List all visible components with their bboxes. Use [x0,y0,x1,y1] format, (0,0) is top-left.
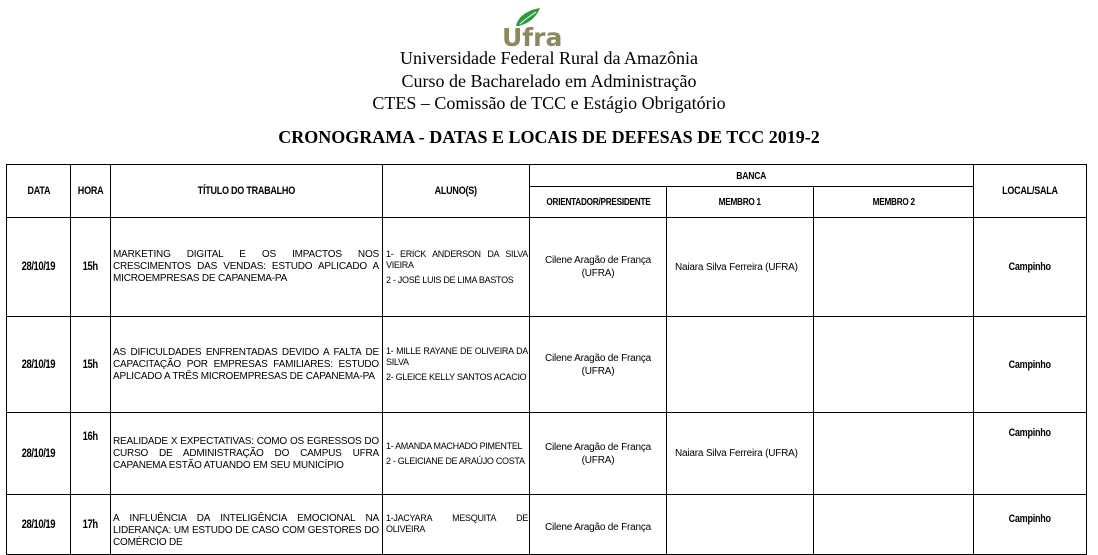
title-cell: MARKETING DIGITAL E OS IMPACTOS NOS CRESCIMENTOS DAS VENDAS: ESTUDO APLICADO A MICROEMPRESAS DE CAPANEMA-PA [111,218,383,317]
date-cell: 28/10/19 [7,495,71,555]
header-member2: MEMBRO 2 [814,187,974,218]
table-row [7,495,1087,555]
member2-cell [814,495,974,555]
member1-cell: Naiara Silva Ferreira (UFRA) [667,218,814,317]
hour-cell: 17h [71,495,111,555]
header-advisor: ORIENTADOR/PRESIDENTE [530,187,667,218]
hour-cell: 15h [71,317,111,413]
local-cell: Campinho [974,495,1087,555]
students-cell [383,495,530,555]
member2-cell [814,413,974,495]
header-date: DATA [7,165,71,218]
defense-schedule-table [6,164,1087,555]
local-cell: Campinho [974,413,1087,495]
date-cell: 28/10/19 [7,413,71,495]
header-title: TÍTULO DO TRABALHO [111,165,383,218]
member2-cell [814,218,974,317]
leaf-icon [500,4,575,48]
student-name: 1- MILLE RAYANE DE OLIVEIRA DA SILVA [386,346,528,367]
header-hour: HORA [71,165,111,218]
header-banca: BANCA [530,165,974,187]
student-name: 2 - GLEICIANE DE ARAÚJO COSTA [386,455,525,466]
course-name: Curso de Bacharelado em Administração [401,71,697,91]
date-cell: 28/10/19 [7,317,71,413]
document-title: CRONOGRAMA - DATAS E LOCAIS DE DEFESAS DE TCC 2019-2 [278,127,820,147]
advisor-cell: Cilene Aragão de França [530,495,667,555]
local-cell: Campinho [974,218,1087,317]
table-row [7,413,1087,495]
hour-cell: 16h [71,413,111,495]
student-name: 1-JACYARA MESQUITA DE OLIVEIRA [386,513,528,534]
title-cell: AS DIFICULDADES ENFRENTADAS DEVIDO A FALTA DE CAPACITAÇÃO POR EMPRESAS FAMILIARES: ESTUDO APLICADO A TRÊS MICROEMPRESAS DE CAPANEMA-PA [111,317,383,413]
header-local: LOCAL/SALA [974,165,1087,218]
table-row [7,218,1087,317]
students-cell [383,317,530,413]
member1-cell: Naiara Silva Ferreira (UFRA) [667,413,814,495]
ufra-logo [500,4,575,48]
local-cell: Campinho [974,317,1087,413]
advisor-cell: Cilene Aragão de França (UFRA) [530,218,667,317]
committee-name: CTES – Comissão de TCC e Estágio Obrigatório [372,93,726,113]
advisor-cell: Cilene Aragão de França (UFRA) [530,317,667,413]
member2-cell [814,317,974,413]
advisor-cell: Cilene Aragão de França (UFRA) [530,413,667,495]
member1-cell [667,317,814,413]
institution-name: Universidade Federal Rural da Amazônia [400,48,698,68]
svg-text:Ufra: Ufra [502,23,563,48]
date-cell: 28/10/19 [7,218,71,317]
table-row [7,317,1087,413]
student-name: 2 - JOSÉ LUIS DE LIMA BASTOS [386,274,514,285]
hour-cell: 15h [71,218,111,317]
student-name: 2- GLEICE KELLY SANTOS ACACIO [386,372,527,382]
students-cell [383,413,530,495]
title-cell: REALIDADE X EXPECTATIVAS: COMO OS EGRESSOS DO CURSO DE ADMINISTRAÇÃO DO CAMPUS UFRA CAPANEMA ESTÃO ATUANDO EM SEU MUNICÍPIO [111,413,383,495]
student-name: 1- AMANDA MACHADO PIMENTEL [386,440,523,451]
header-students: ALUNO(S) [383,165,530,218]
header-member1: MEMBRO 1 [667,187,814,218]
title-cell: A INFLUÊNCIA DA INTELIGÊNCIA EMOCIONAL NA LIDERANÇA: UM ESTUDO DE CASO COM GESTORES DO COMÉRCIO DE [111,495,383,555]
student-name: 1- ERICK ANDERSON DA SILVA VIEIRA [386,248,528,270]
students-cell [383,218,530,317]
member1-cell [667,495,814,555]
